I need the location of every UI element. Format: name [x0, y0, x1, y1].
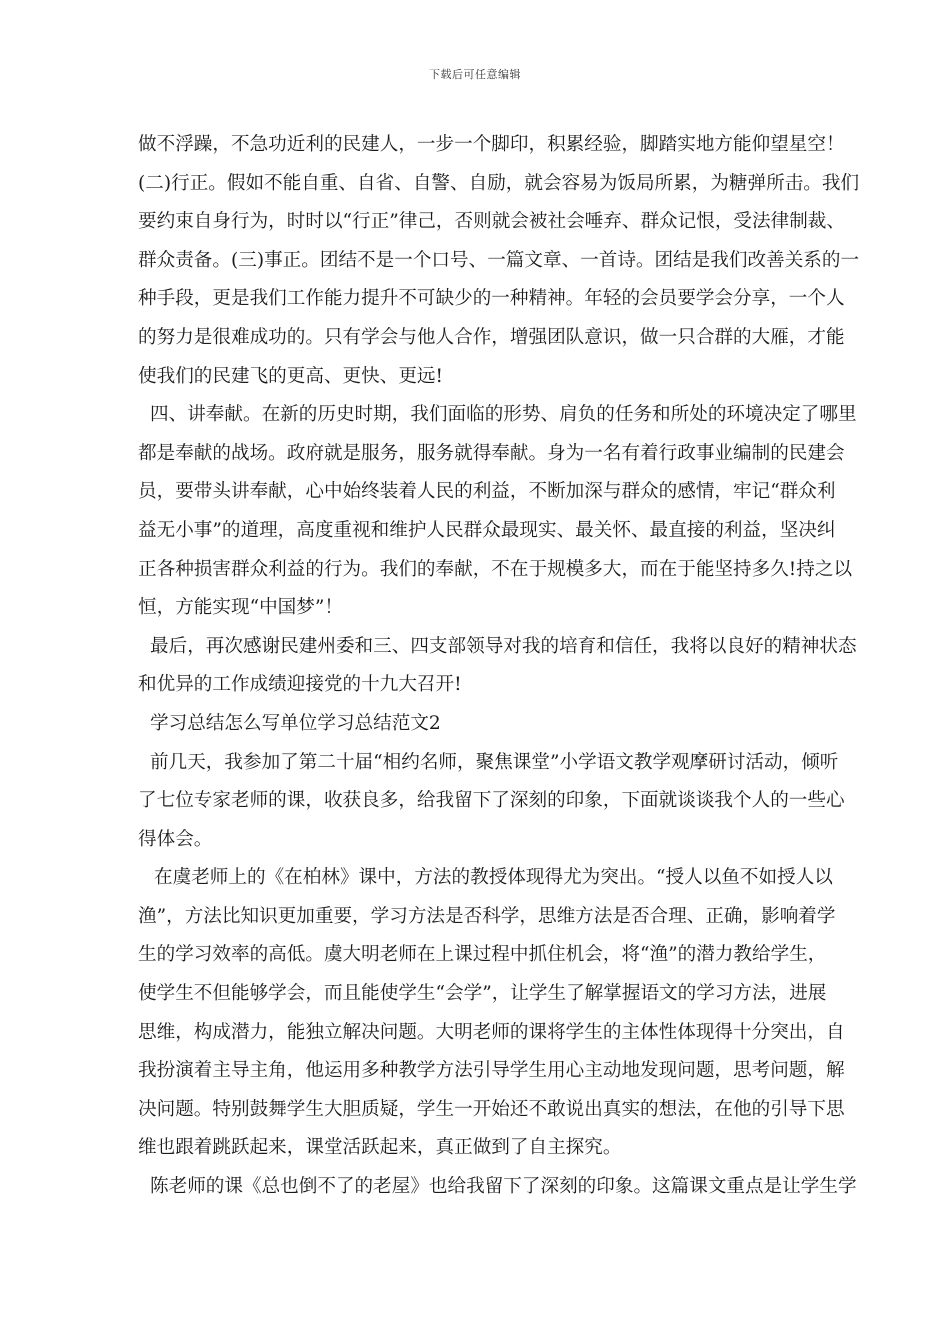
text-line: 得体会。	[138, 828, 213, 850]
text-line: 使我们的民建飞的更高、更快、更远!	[138, 365, 443, 387]
paragraph-start-line: 前几天，我参加了第二十届“相约名师，聚焦课堂”小学语文教学观摩研讨活动，倾听	[150, 751, 839, 773]
text-line: 维也跟着跳跃起来，课堂活跃起来，真正做到了自主探究。	[138, 1137, 622, 1159]
text-line: 生的学习效率的高低。虞大明老师在上课过程中抓住机会，将“渔”的潜力教给学生，	[138, 944, 827, 966]
section-heading: 学习总结怎么写单位学习总结范文2	[150, 712, 441, 734]
text-line: 的努力是很难成功的。只有学会与他人合作，增强团队意识，做一只合群的大雁，才能	[138, 326, 845, 348]
text-line: 我扮演着主导主角，他运用多种教学方法引导学生用心主动地发现问题，思考问题，解	[138, 1060, 845, 1082]
text-line: 使学生不但能够学会，而且能使学生“会学”，让学生了解掌握语文的学习方法，进展	[138, 983, 827, 1005]
page-header: 下载后可任意编辑	[429, 68, 521, 81]
paragraph-start-line: 最后，再次感谢民建州委和三、四支部领导对我的培育和信任，我将以良好的精神状态	[150, 635, 857, 657]
text-line: (二)行正。假如不能自重、自省、自警、自励，就会容易为饭局所累，为糖弹所击。我们	[138, 172, 860, 194]
paragraph-start-line: 四、讲奉献。在新的历史时期，我们面临的形势、肩负的任务和所处的环境决定了哪里	[150, 404, 857, 426]
text-line: 益无小事”的道理，高度重视和维护人民群众最现实、最关怀、最直接的利益，坚决纠	[138, 519, 836, 541]
text-line: 了七位专家老师的课，收获良多，给我留下了深刻的印象，下面就谈谈我个人的一些心	[138, 790, 845, 812]
text-line: 思维，构成潜力，能独立解决问题。大明老师的课将学生的主体性体现得十分突出，自	[138, 1021, 845, 1043]
paragraph-start-line: 在虞老师上的《在柏林》课中，方法的教授体现得尤为突出。“授人以鱼不如授人以	[154, 867, 833, 889]
text-line: 渔”，方法比知识更加重要，学习方法是否科学，思维方法是否合理、正确，影响着学	[138, 905, 836, 927]
text-line: 员，要带头讲奉献，心中始终装着人民的利益，不断加深与群众的感情，牢记“群众利	[138, 481, 836, 503]
text-line: 正各种损害群众利益的行为。我们的奉献，不在于规模多大，而在于能坚持多久!持之以	[138, 558, 853, 580]
paragraph-start-line: 陈老师的课《总也倒不了的老屋》也给我留下了深刻的印象。这篇课文重点是让学生学	[150, 1176, 857, 1198]
text-line: 恒，方能实现“中国梦”！	[138, 597, 343, 619]
text-line: 决问题。特别鼓舞学生大胆质疑，学生一开始还不敢说出真实的想法，在他的引导下思	[138, 1098, 845, 1120]
text-line: 种手段，更是我们工作能力提升不可缺少的一种精神。年轻的会员要学会分享，一个人	[138, 288, 845, 310]
text-line: 和优异的工作成绩迎接党的十九大召开!	[138, 674, 462, 696]
text-line: 要约束自身行为，时时以“行正”律己，否则就会被社会唾弃、群众记恨，受法律制裁、	[138, 211, 845, 233]
text-line: 都是奉献的战场。政府就是服务，服务就得奉献。身为一名有着行政事业编制的民建会	[138, 442, 845, 464]
document-body	[138, 126, 894, 1207]
text-line: 群众责备。(三)事正。团结不是一个口号、一篇文章、一首诗。团结是我们改善关系的一	[138, 249, 860, 271]
text-line: 做不浮躁，不急功近利的民建人，一步一个脚印，积累经验，脚踏实地方能仰望星空！	[138, 134, 845, 155]
